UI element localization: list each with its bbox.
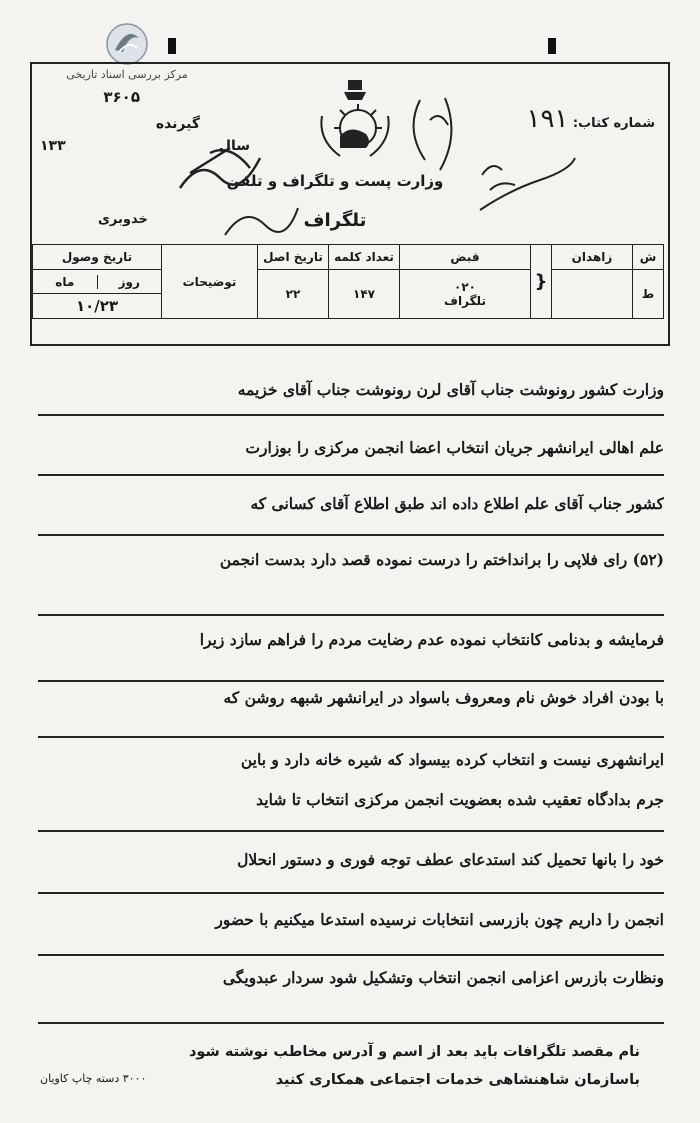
punch-hole bbox=[168, 38, 176, 54]
col-sh: ش bbox=[633, 245, 664, 270]
ruled-line bbox=[38, 1022, 664, 1024]
receiver-label: گیرنده bbox=[155, 116, 200, 132]
col-orig-date: تاریخ اصل bbox=[258, 245, 329, 270]
ruled-line bbox=[38, 414, 664, 416]
body-line: ونظارت بازرس اعزامی انجمن انتخاب وتشکیل شود سردار عبدویگی bbox=[222, 968, 664, 987]
punch-hole bbox=[548, 38, 556, 54]
body-line: انجمن را داریم چون بازرسی انتخابات نرسیده استدعا میکنیم با حضور bbox=[215, 910, 664, 929]
print-info: ۳۰۰۰ دسته چاپ کاویان bbox=[40, 1072, 147, 1085]
ruled-line bbox=[38, 736, 664, 738]
body-line: (۵۲) رای فلاپی را برانداختم را درست نموده قصد دارد بدست انجمن bbox=[219, 550, 664, 569]
handwritten-signature-icon bbox=[170, 138, 280, 198]
ketab-label: شماره کتاب: bbox=[572, 116, 655, 131]
body-line: کشور جناب آقای علم اطلاع داده اند طبق اطلاع آقای کسانی که bbox=[250, 494, 664, 513]
body-line: با بودن افراد خوش نام ومعروف باسواد در ایرانشهر شبهه روشن که bbox=[223, 688, 664, 707]
ruled-line bbox=[38, 680, 664, 682]
ruled-line bbox=[38, 954, 664, 956]
meta-table bbox=[32, 244, 664, 319]
ruled-line bbox=[38, 830, 664, 832]
col-zahedan: زاهدان bbox=[552, 245, 633, 270]
col-notes: توضیحات bbox=[162, 245, 258, 319]
val-qabz bbox=[400, 270, 531, 319]
val-receipt-date bbox=[33, 270, 162, 319]
val-orig-date: ۲۲ bbox=[258, 270, 329, 319]
val-qabz-type: تلگراف bbox=[444, 294, 486, 308]
archive-logo-icon bbox=[105, 22, 149, 66]
val-empty bbox=[552, 270, 633, 319]
lion-sun-emblem-icon bbox=[310, 76, 400, 166]
footer-slogan: باسازمان شاهنشاهی خدمات اجتماعی همکاری کنید bbox=[275, 1072, 640, 1088]
body-line: فرمایشه و بدنامی کانتخاب نموده عدم رضایت مردم را فراهم سازد زیرا bbox=[199, 630, 664, 649]
body-line: علم اهالی ایرانشهر جریان انتخاب اعضا انجمن مرکزی را بوزارت bbox=[245, 438, 664, 457]
sub-month: ماه bbox=[55, 274, 75, 289]
handwritten-mark-icon bbox=[400, 90, 470, 180]
footer-row bbox=[40, 1072, 640, 1088]
body-line: وزارت کشور رونوشت جناب آقای لرن رونوشت جناب آقای خزیمه bbox=[237, 380, 664, 399]
receipt-date-value: ۱۰/۲۳ bbox=[75, 296, 119, 315]
col-qabz: قبض bbox=[400, 245, 531, 270]
handwritten-note-icon bbox=[470, 150, 580, 220]
ketab-number-row bbox=[470, 104, 655, 134]
body-line: جرم بدادگاه تعقیب شده بعضویت انجمن مرکزی انتخاب تا شاید bbox=[256, 790, 664, 809]
brace: { bbox=[531, 245, 552, 319]
col-receipt-date: تاریخ وصول bbox=[33, 245, 162, 270]
watermark-text: مرکز بررسی اسناد تاریخی bbox=[66, 68, 188, 81]
val-word-count: ۱۴۷ bbox=[329, 270, 400, 319]
form-title: تلگراف bbox=[303, 210, 367, 231]
ministry-title: وزارت پست و تلگراف و تلفن bbox=[226, 172, 444, 190]
handwritten-date-icon bbox=[220, 200, 300, 240]
footer-instruction: نام مقصد تلگرافات باید بعد از اسم و آدرس مخاطب نوشته شود bbox=[188, 1044, 640, 1060]
sub-day: روز bbox=[97, 275, 162, 289]
khodobri-label: خدوبری bbox=[98, 212, 148, 227]
val-qabz-number: ۰۲۰ bbox=[454, 280, 476, 294]
ruled-line bbox=[38, 474, 664, 476]
serial-number: ۳۶۰۵ bbox=[103, 88, 140, 106]
year-label: سال bbox=[218, 138, 250, 154]
ruled-line bbox=[38, 614, 664, 616]
ketab-number: ۱۹۱ bbox=[526, 104, 569, 134]
val-number: ط bbox=[633, 270, 664, 319]
body-line: خود را بانها تحمیل کند استدعای عطف توجه فوری و دستور انحلال bbox=[237, 850, 664, 869]
ruled-line bbox=[38, 534, 664, 536]
header-left bbox=[40, 88, 200, 132]
year-value: ۱۳۳ bbox=[40, 138, 66, 154]
col-word-count: تعداد کلمه bbox=[329, 245, 400, 270]
ruled-line bbox=[38, 892, 664, 894]
body-line: ایرانشهری نیست و انتخاب کرده بیسواد که شیره خانه دارد و باین bbox=[240, 750, 664, 769]
